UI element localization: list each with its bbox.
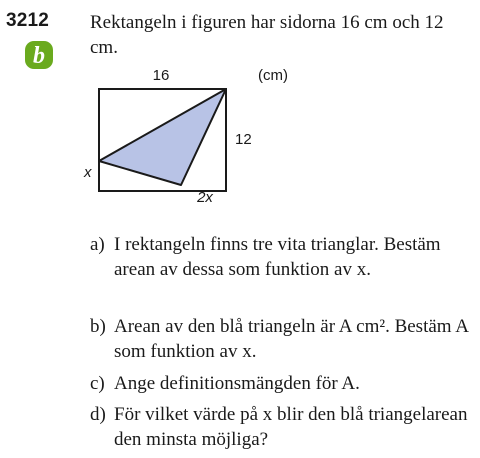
width-label: 16 <box>152 67 170 84</box>
question-label: a) <box>90 234 105 255</box>
exercise-number: 3212 <box>6 10 50 31</box>
question-text: I rektangeln finns tre vita trianglar. Bestäm arean av dessa som funktion av x. <box>114 234 441 280</box>
question-label: c) <box>90 373 105 394</box>
question-text: Arean av den blå triangeln är A cm². Bestäm A som funktion av x. <box>114 316 468 362</box>
height-label: 12 <box>235 131 252 148</box>
x-label: x <box>84 164 92 181</box>
question-text: Ange definitionsmängden för A. <box>114 373 360 394</box>
question-text: För vilket värde på x blir den blå triangelarean den minsta möjliga? <box>114 404 468 450</box>
difficulty-badge <box>24 40 54 70</box>
level-b-icon <box>24 40 54 70</box>
problem-statement: Rektangeln i figuren har sidorna 16 cm och 12 cm. <box>90 12 444 58</box>
question-label: d) <box>90 404 106 425</box>
question-label: b) <box>90 316 106 337</box>
badge-letter: b <box>33 43 45 69</box>
rectangle-figure <box>78 64 318 214</box>
two-x-label: 2x <box>197 189 213 206</box>
unit-label: (cm) <box>258 67 288 84</box>
